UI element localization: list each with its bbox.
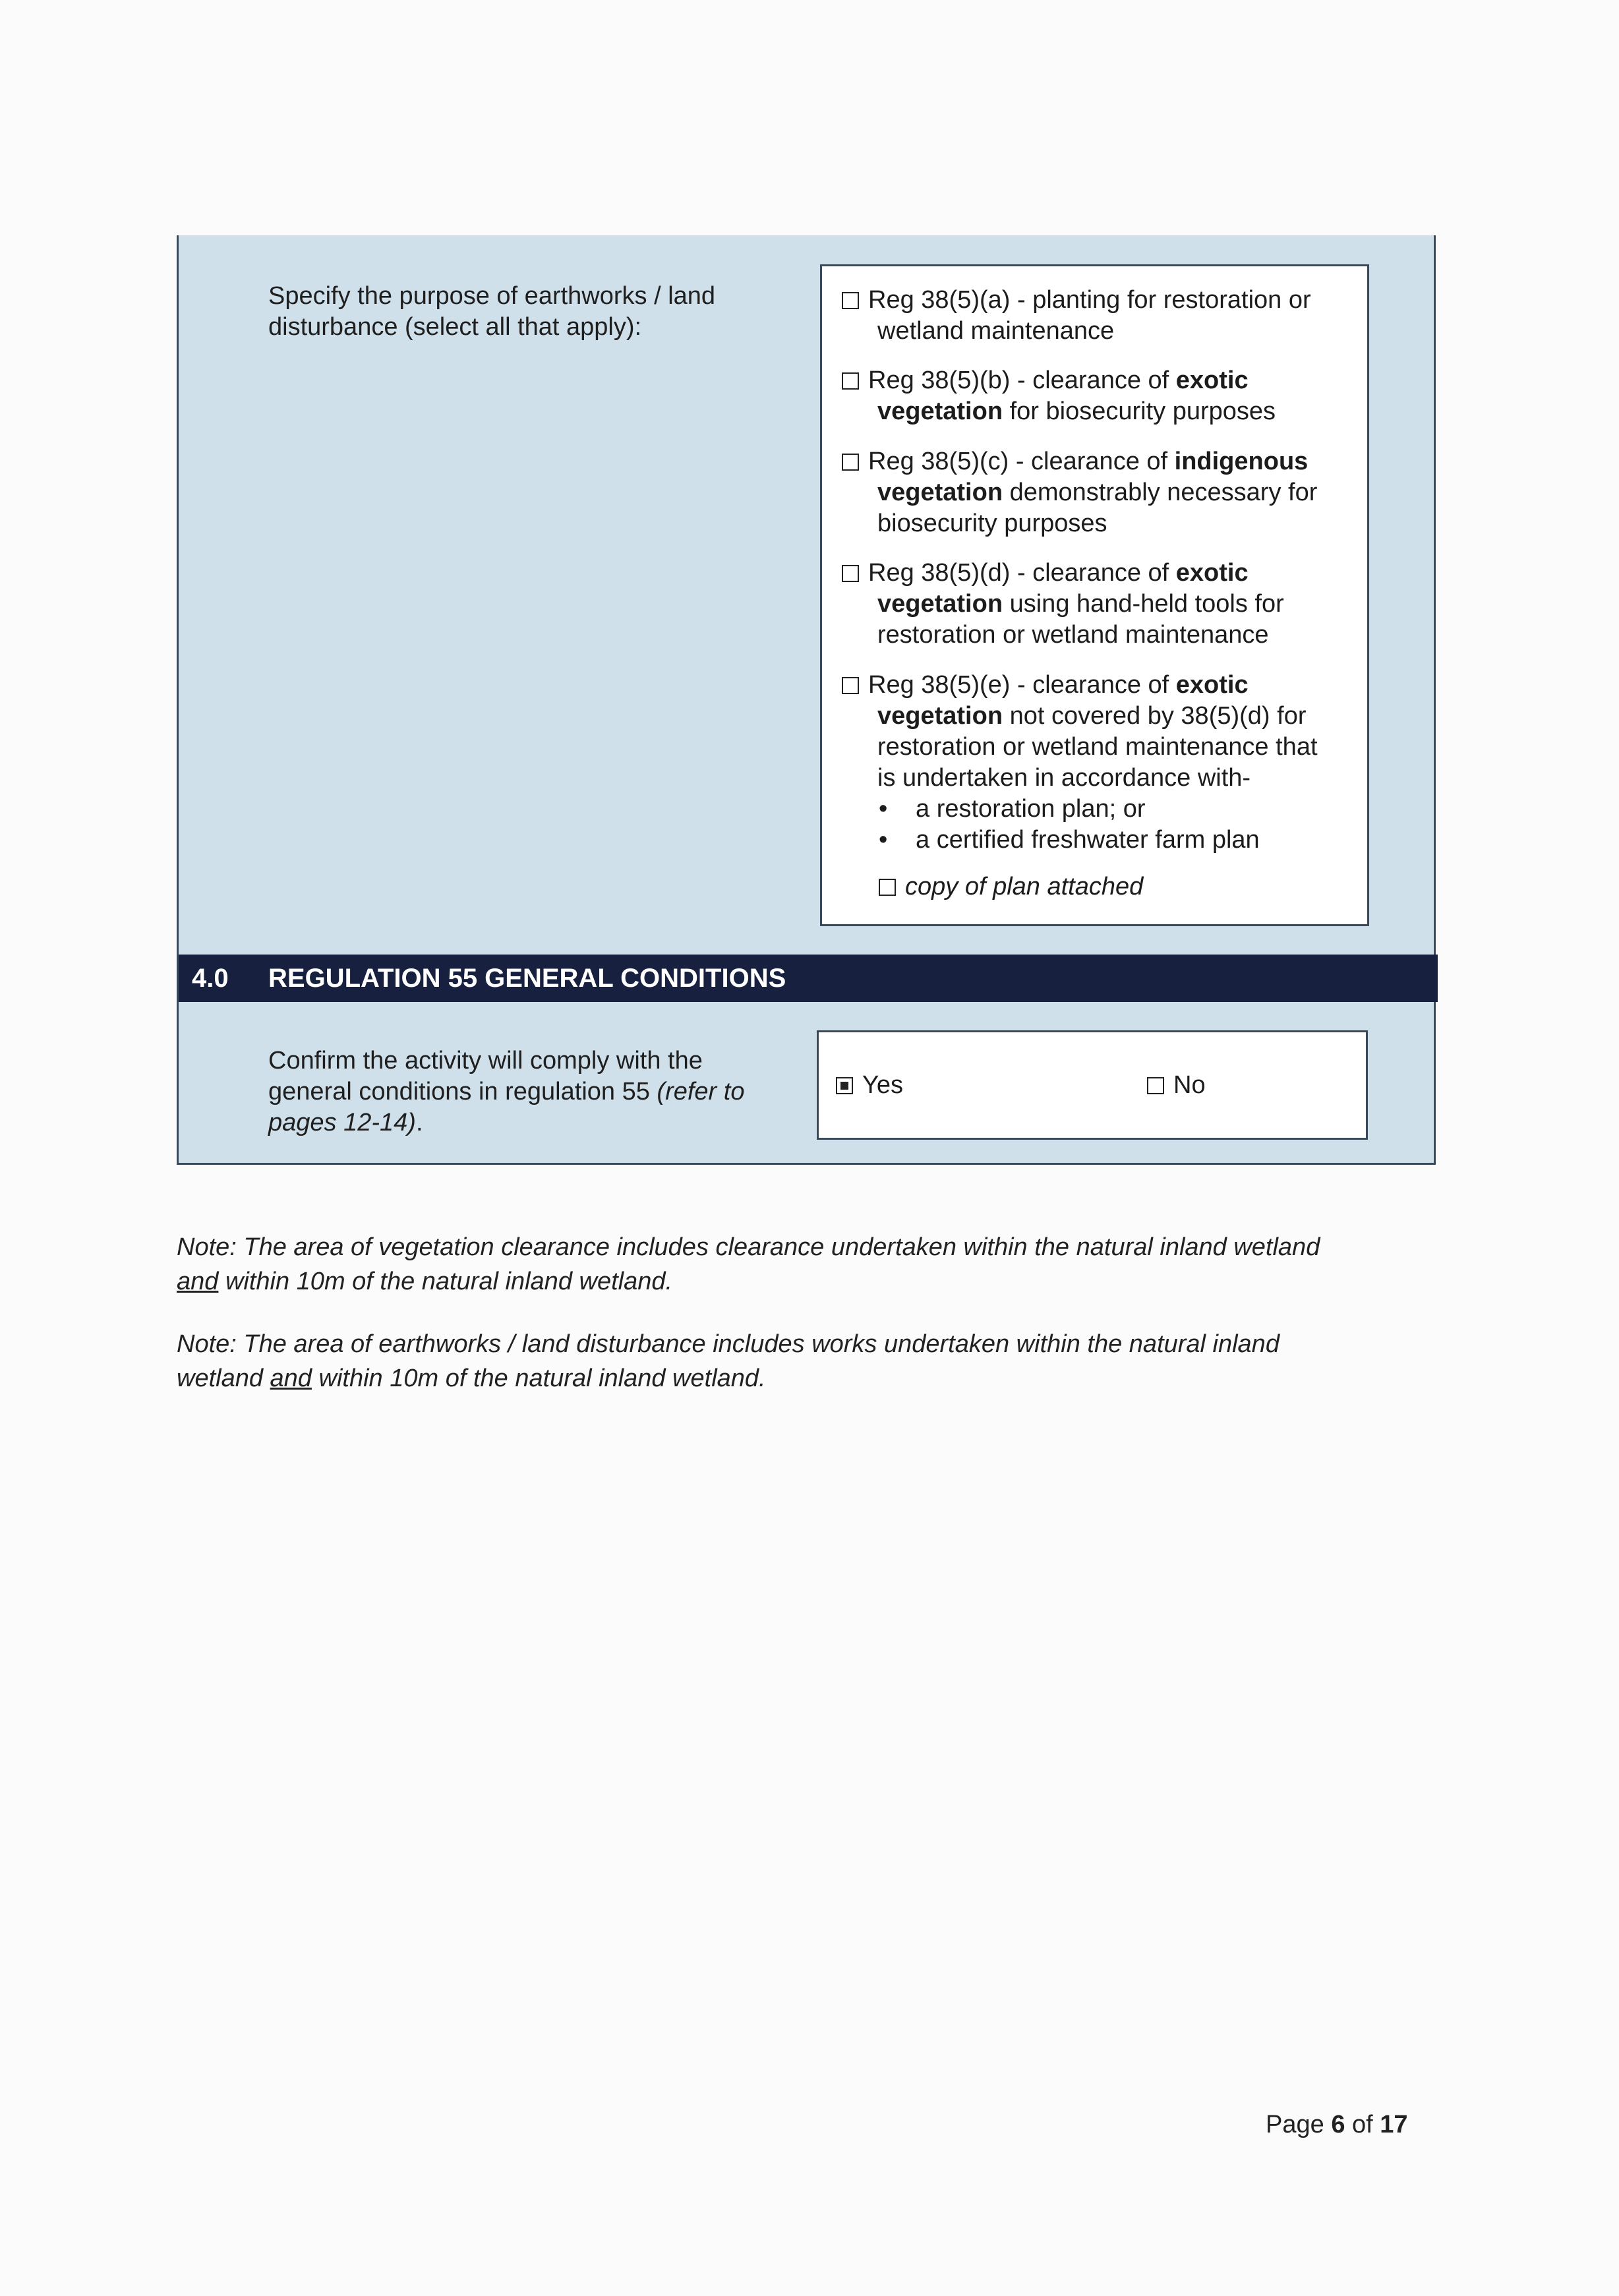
page-number — [1266, 2111, 1408, 2139]
confirm-period: . — [415, 1109, 423, 1136]
note2-line2-rest: within 10m of the natural inland wetland. — [311, 1365, 766, 1392]
confirm-line2: general conditions in regulation 55 — [268, 1078, 657, 1105]
option-b-bold1: exotic — [1175, 367, 1249, 394]
note2-line2-start: wetland — [177, 1365, 270, 1392]
option-b-prefix: Reg 38(5)(b) - clearance of — [868, 367, 1176, 394]
checkbox-c[interactable] — [842, 454, 859, 471]
checkbox-d[interactable] — [842, 565, 859, 582]
option-c-prefix: Reg 38(5)(c) - clearance of — [868, 448, 1175, 475]
option-reg-38-5-a[interactable] — [842, 285, 1354, 347]
option-reg-38-5-b[interactable] — [842, 365, 1354, 427]
page-current: 6 — [1331, 2111, 1345, 2138]
purpose-label-line2: disturbance (select all that apply): — [268, 313, 642, 341]
confirm-line1: Confirm the activity will comply with the — [268, 1047, 703, 1074]
option-e-bold1: exotic — [1175, 671, 1249, 699]
purpose-options-box — [820, 264, 1369, 926]
checkbox-plan-attached[interactable] — [879, 879, 896, 896]
option-b-rest: for biosecurity purposes — [1003, 397, 1276, 425]
page-total: 17 — [1380, 2111, 1408, 2138]
note2-line1: Note: The area of earthworks / land disturbance includes works undertaken within the natural inland — [177, 1330, 1280, 1358]
option-d-line3: restoration or wetland maintenance — [877, 621, 1269, 649]
option-a-line2: wetland maintenance — [877, 317, 1115, 345]
option-b-bold2: vegetation — [877, 397, 1003, 425]
option-e-prefix: Reg 38(5)(e) - clearance of — [868, 671, 1176, 699]
note-vegetation-clearance — [177, 1230, 1416, 1299]
confirm-label — [268, 1045, 744, 1138]
note-earthworks — [177, 1327, 1416, 1396]
option-c-bold2: vegetation — [877, 479, 1003, 506]
checkbox-no[interactable] — [1147, 1077, 1164, 1094]
checkbox-a[interactable] — [842, 292, 859, 309]
option-c-rest: demonstrably necessary for — [1003, 479, 1318, 506]
option-c-line3: biosecurity purposes — [877, 510, 1107, 537]
confirm-answer-box — [817, 1030, 1368, 1140]
no-option[interactable] — [1147, 1070, 1206, 1101]
option-e-bold2: vegetation — [877, 702, 1003, 730]
bullet-restoration-plan: • a restoration plan; or — [842, 794, 1354, 825]
option-d-rest: using hand-held tools for — [1003, 590, 1284, 618]
section-number: 4.0 — [192, 964, 229, 993]
yes-option[interactable] — [836, 1070, 903, 1101]
section-4-header — [179, 955, 1438, 1002]
option-reg-38-5-e[interactable] — [842, 670, 1354, 856]
confirm-refer: (refer to — [657, 1078, 745, 1105]
note2-and: and — [270, 1365, 312, 1392]
checkbox-yes[interactable] — [836, 1077, 853, 1094]
option-c-bold1: indigenous — [1174, 448, 1309, 475]
option-reg-38-5-c[interactable] — [842, 446, 1354, 539]
option-d-bold1: exotic — [1175, 559, 1249, 587]
yes-label: Yes — [862, 1071, 903, 1099]
option-e-rest: not covered by 38(5)(d) for — [1003, 702, 1307, 730]
option-e-line3: restoration or wetland maintenance that — [877, 733, 1318, 761]
note1-and: and — [177, 1268, 219, 1295]
option-d-bold2: vegetation — [877, 590, 1003, 618]
no-label: No — [1173, 1071, 1206, 1099]
section-title: REGULATION 55 GENERAL CONDITIONS — [268, 964, 786, 993]
note1-line2: within 10m of the natural inland wetland. — [218, 1268, 673, 1295]
form-panel — [177, 235, 1436, 1165]
plan-attached-label: copy of plan attached — [905, 873, 1144, 900]
option-a-line1: Reg 38(5)(a) - planting for restoration or — [868, 286, 1311, 314]
option-e-line4: is undertaken in accordance with- — [877, 764, 1251, 792]
bullet-freshwater-farm-plan: • a certified freshwater farm plan — [842, 825, 1354, 856]
page-prefix: Page — [1266, 2111, 1332, 2138]
checkbox-b[interactable] — [842, 372, 859, 390]
checkbox-e[interactable] — [842, 677, 859, 694]
purpose-label-line1: Specify the purpose of earthworks / land — [268, 282, 716, 310]
purpose-label — [268, 281, 715, 343]
page-of: of — [1345, 2111, 1380, 2138]
option-reg-38-5-d[interactable] — [842, 558, 1354, 651]
plan-attached-option[interactable] — [879, 871, 1354, 902]
option-d-prefix: Reg 38(5)(d) - clearance of — [868, 559, 1176, 587]
note1-line1: Note: The area of vegetation clearance includes clearance undertaken within the natural inland wetland — [177, 1233, 1320, 1261]
confirm-pages: pages 12-14) — [268, 1109, 416, 1136]
